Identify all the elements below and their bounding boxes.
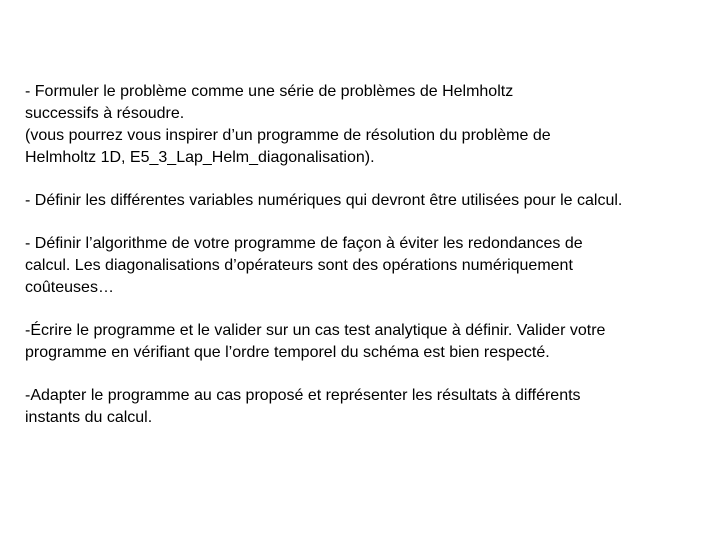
text-line: - Formuler le problème comme une série de problèmes de Helmholtz bbox=[25, 83, 514, 100]
instruction-adapt-represent bbox=[25, 385, 710, 429]
text-line: Helmholtz 1D, E5_3_Lap_Helm_diagonalisation). bbox=[25, 149, 375, 166]
text-line: instants du calcul. bbox=[25, 409, 153, 426]
instruction-helmholtz-formulation bbox=[25, 81, 710, 169]
text-line: -Écrire le programme et le valider sur un cas test analytique à définir. Valider votre bbox=[25, 322, 606, 339]
text-line: coûteuses… bbox=[25, 279, 114, 296]
text-line: successifs à résoudre. bbox=[25, 105, 185, 122]
instruction-define-algorithm bbox=[25, 233, 710, 299]
text-line: - Définir l’algorithme de votre programme de façon à éviter les redondances de bbox=[25, 235, 583, 252]
text-line: - Définir les différentes variables numériques qui devront être utilisées pour le calcul. bbox=[25, 192, 623, 209]
text-line: calcul. Les diagonalisations d’opérateurs sont des opérations numériquement bbox=[25, 257, 573, 274]
text-line: -Adapter le programme au cas proposé et représenter les résultats à différents bbox=[25, 387, 581, 404]
text-line: programme en vérifiant que l’ordre temporel du schéma est bien respecté. bbox=[25, 344, 550, 361]
instruction-define-variables bbox=[25, 190, 710, 212]
text-line: (vous pourrez vous inspirer d’un programme de résolution du problème de bbox=[25, 127, 551, 144]
instruction-write-validate bbox=[25, 320, 710, 364]
instructions-list bbox=[25, 81, 710, 450]
